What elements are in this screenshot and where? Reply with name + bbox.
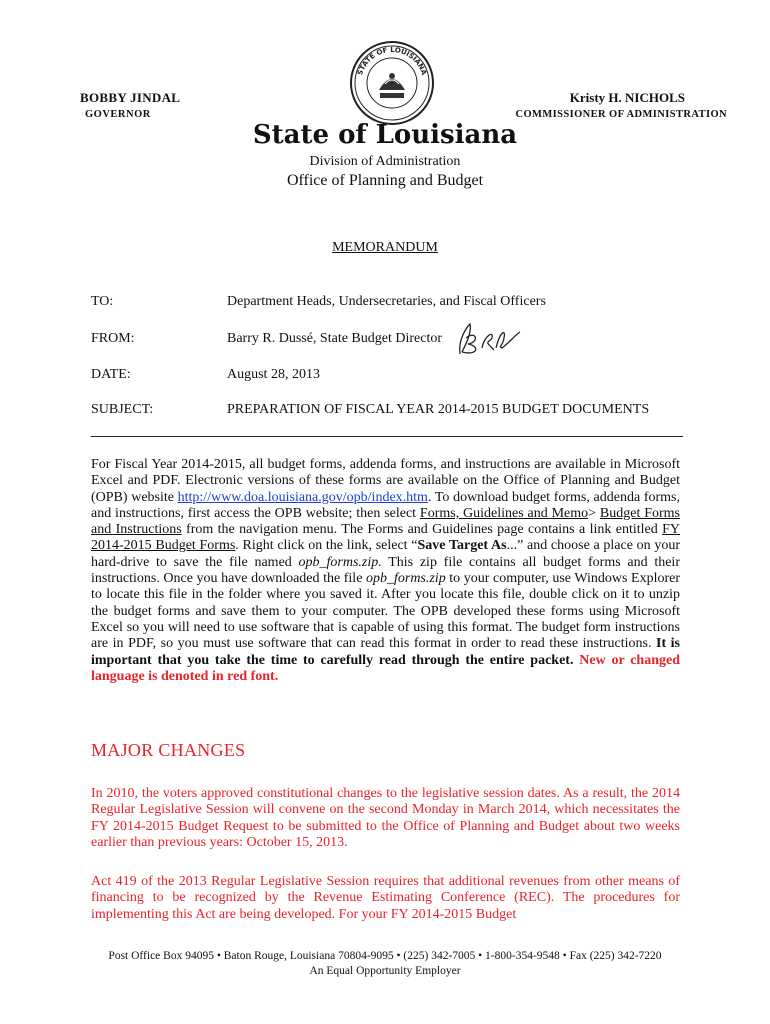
- signature-initials-icon: [454, 318, 526, 360]
- important-notice: It is important that you take the time to carefully read through the entire packet.: [91, 636, 680, 668]
- state-name: State of Louisiana: [252, 120, 518, 150]
- state-seal-icon: [349, 40, 435, 126]
- intro-text-8: to your computer, use Windows Explorer to locate this file in the folder where you saved it. After you locate this file, double click on it to unzip the budget forms and save them to your computer. The OPB developed these forms using Microsoft Excel so you will need to use software that is capable of using this format. The budget form instructions are in PDF, so you must use software that can read this format in order to read these instructions.: [91, 571, 680, 652]
- page-footer: [0, 950, 770, 977]
- to-label: TO:: [91, 294, 114, 309]
- intro-text-5: . Right click on the link, select “: [235, 538, 418, 554]
- save-target-as-text: Save Target As: [417, 538, 507, 554]
- act-419-paragraph: Act 419 of the 2013 Regular Legislative Session requires that additional revenues from other means of financing to be recognized by the Revenue Estimating Conference (REC). The procedures for implementing this Act are being developed. For your FY 2014-2015 Budget: [91, 874, 680, 922]
- to-row: [91, 294, 546, 310]
- division-name: Division of Administration: [309, 154, 461, 169]
- from-value: Barry R. Dussé, State Budget Director: [227, 331, 443, 346]
- zip-filename-1: opb_forms.zip.: [298, 554, 382, 570]
- memo-title: MEMORANDUM: [332, 240, 438, 255]
- commissioner-block: [515, 90, 727, 120]
- session-dates-paragraph: In 2010, the voters approved constitutional changes to the legislative session dates. As a result, the 2014 Regular Legislative Session will convene on the second Monday in March 2014, which necessitates the FY 2014-2015 Budget Request to be submitted to the Office of Planning and Budget about two weeks earlier than previous years: October 15, 2013.: [91, 786, 680, 850]
- intro-text-3: >: [588, 505, 600, 521]
- intro-text-2: . To download budget forms, addenda forms, and instructions, first access the OPB website; then select: [91, 489, 680, 521]
- opb-website-link[interactable]: http://www.doa.louisiana.gov/opb/index.htm: [177, 489, 428, 505]
- office-name: Office of Planning and Budget: [286, 172, 484, 189]
- date-row: [91, 367, 320, 383]
- subject-value: PREPARATION OF FISCAL YEAR 2014-2015 BUDGET DOCUMENTS: [227, 402, 650, 417]
- fy-budget-forms-link[interactable]: FY 2014-2015 Budget Forms: [91, 522, 680, 554]
- date-label: DATE:: [91, 367, 131, 382]
- intro-paragraph: [91, 457, 680, 685]
- intro-text-1: For Fiscal Year 2014-2015, all budget forms, addenda forms, and instructions are available in Microsoft Excel and PDF. Electronic versions of these forms are available on the Office of Planning and Budget (OPB) website: [91, 457, 680, 505]
- red-font-notice: New or changed language is denoted in red font.: [91, 652, 680, 684]
- seal-text: STATE OF LOUISIANA: [356, 45, 428, 77]
- commissioner-name: Kristy H. NICHOLS: [569, 90, 685, 105]
- commissioner-title: COMMISSIONER OF ADMINISTRATION: [515, 109, 727, 120]
- footer-address: Post Office Box 94095 • Baton Rouge, Louisiana 70804-9095 • (225) 342-7005 • 1-800-354-9548 • Fax (225) 342-7220: [108, 950, 662, 962]
- governor-block: [80, 90, 180, 120]
- intro-text-7: This zip file contains all budget forms and their instructions. Once you have downloaded the file: [91, 554, 680, 587]
- major-changes-heading: MAJOR CHANGES: [91, 740, 246, 760]
- budget-forms-instructions-link[interactable]: Budget Forms and Instructions: [91, 505, 680, 538]
- to-value: Department Heads, Undersecretaries, and Fiscal Officers: [227, 294, 546, 309]
- intro-text-6: ...” and choose a place on your hard-drive to save the file named: [91, 538, 680, 570]
- subject-row: [91, 402, 649, 418]
- intro-text-4: from the navigation menu. The Forms and Guidelines page contains a link entitled: [181, 522, 663, 538]
- forms-guidelines-memo-link[interactable]: Forms, Guidelines and Memo: [419, 505, 589, 521]
- footer-eoe: An Equal Opportunity Employer: [309, 965, 461, 977]
- governor-name: BOBBY JINDAL: [80, 90, 181, 105]
- governor-title: GOVERNOR: [85, 109, 151, 120]
- date-value: August 28, 2013: [227, 367, 320, 382]
- from-row: [91, 331, 442, 347]
- zip-filename-2: opb_forms.zip: [365, 571, 446, 587]
- subject-label: SUBJECT:: [91, 402, 154, 417]
- header-divider: [91, 436, 683, 437]
- from-label: FROM:: [91, 331, 135, 346]
